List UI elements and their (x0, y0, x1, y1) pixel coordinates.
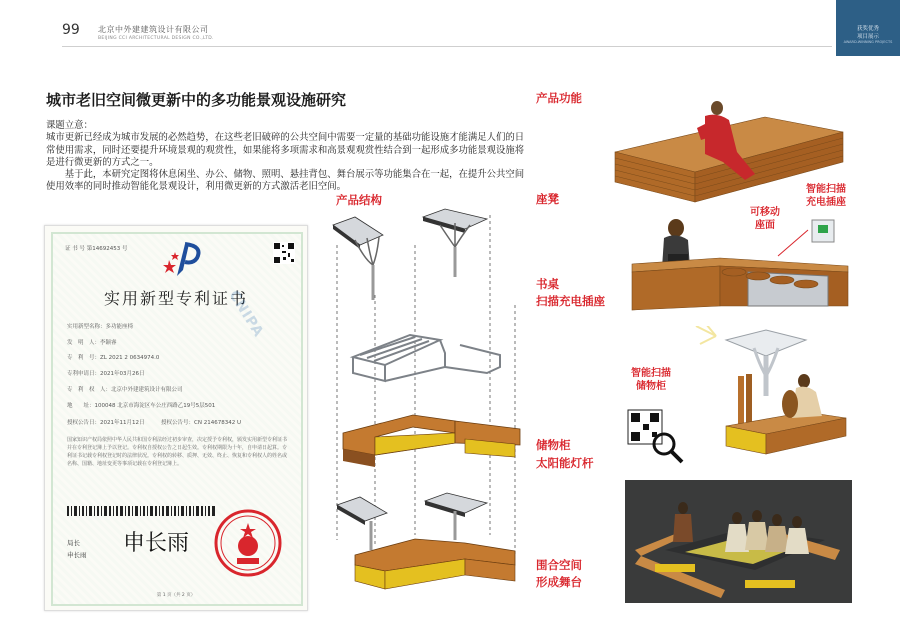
smart-scan-socket-callout (806, 183, 846, 209)
callout-line: 储物柜 (636, 381, 666, 392)
certificate-field: 专 利 权 人：北京中外建建筑设计有限公司 (67, 387, 183, 393)
callout-line: 可移动 (750, 207, 780, 218)
storage-sublabel: 太阳能灯杆 (536, 456, 594, 470)
signatory-title: 局长 (67, 539, 80, 547)
certificate-title: 实用新型专利证书 (103, 289, 248, 308)
company-name: 北京中外建建筑设计有限公司 (98, 25, 209, 34)
qr-code-icon (273, 242, 295, 264)
corner-label: 项目展示 (856, 34, 879, 40)
corner-label: 获奖优秀 (856, 26, 879, 32)
certificate-paragraph: 国家知识产权局依照中华人民共和国专利法经过初步审查，决定授予专利权，颁发实用新型专利证书并在专利登记簿上予以登记。专利权自授权公告之日起生效。专利权期限为十年，自申请日起算。专利证书记载专利权登记时的法律状况。专利权的转移、质押、无效、终止、恢复和专利权人的姓名或名称、国籍、地址变更等事项记载在专利登记簿上。 (67, 437, 288, 467)
certificate-field: 授权公告日：2021年11月12日 授权公告号：CN 214678342 U (67, 420, 241, 426)
callout-line: 充电插座 (806, 197, 846, 208)
stage-render-drawing (625, 480, 852, 603)
storage-lamp-render (626, 326, 856, 471)
certificate-footer: 第 1 页（共 2 页） (156, 593, 196, 598)
corner-label-en: AWARD-WINNING PROJECTS (843, 40, 893, 44)
intro-heading: 课题立意： (46, 120, 93, 131)
company-name-en: BEIJING CCI ARCHITECTURAL DESIGN CO.,LTD. (98, 36, 214, 41)
certificate-field: 专利申请日：2021年03月26日 (67, 371, 145, 377)
desk-sublabel: 扫描充电插座 (536, 294, 605, 308)
product-function-label: 产品功能 (536, 91, 582, 105)
intro-paragraph: 城市更新已经成为城市发展的必然趋势，在这些老旧破碎的公共空间中需要一定量的基础功能设施才能满足人们的日常使用需求，同时还要提升环境景观的观赏性，如果能将多项需求和高景观观赏性结合到一起形成多功能景观设施将是进行微更新的方式之一。 (46, 132, 525, 168)
certificate-number: 证 书 号 第14692453 号 (65, 246, 128, 252)
signature: 申长雨 (123, 531, 190, 556)
callout-line: 座面 (755, 220, 775, 231)
barcode-icon (67, 506, 217, 516)
certificate-field: 地 址：100048 北京市海淀区车公庄西路乙19号5层501 (67, 403, 216, 409)
header-divider (62, 46, 832, 47)
callout-line: 智能扫描 (631, 368, 671, 379)
certificate-field: 专 利 号：ZL 2021 2 0634974.0 (67, 355, 160, 361)
intro-text (46, 120, 531, 194)
page-title: 城市老旧空间微更新中的多功能景观设施研究 (46, 91, 347, 109)
desk-label: 书桌 (536, 277, 559, 291)
certificate-field: 实用新型名称：多功能座椅 (67, 324, 134, 330)
signatory-name: 申长雨 (67, 551, 87, 559)
stage-label: 围合空间 (536, 558, 582, 572)
certificate-watermark: CNIPA (225, 287, 267, 341)
callout-line: 智能扫描 (806, 184, 846, 195)
official-seal-icon (213, 508, 283, 578)
intro-paragraph: 基于此，本研究定图将休息闲坐、办公、储物、照明、悬挂背包、舞台展示等功能集合在一起，在提升公共空间使用效率的同时推动智能化景观设计，利用微更新的方式激活老旧空间。 (46, 169, 525, 193)
product-structure-label: 产品结构 (336, 193, 382, 207)
seat-label: 座凳 (536, 192, 559, 206)
page-number: 99 (62, 22, 80, 38)
cnipa-logo-icon (163, 240, 207, 280)
certificate-field: 发 明 人：李颖睿 (67, 340, 117, 346)
patent-certificate (44, 225, 308, 611)
stage-sublabel: 形成舞台 (536, 575, 582, 589)
storage-label: 储物柜 (536, 438, 571, 452)
exploded-structure-diagram (315, 205, 525, 605)
desk-render (628, 210, 856, 315)
